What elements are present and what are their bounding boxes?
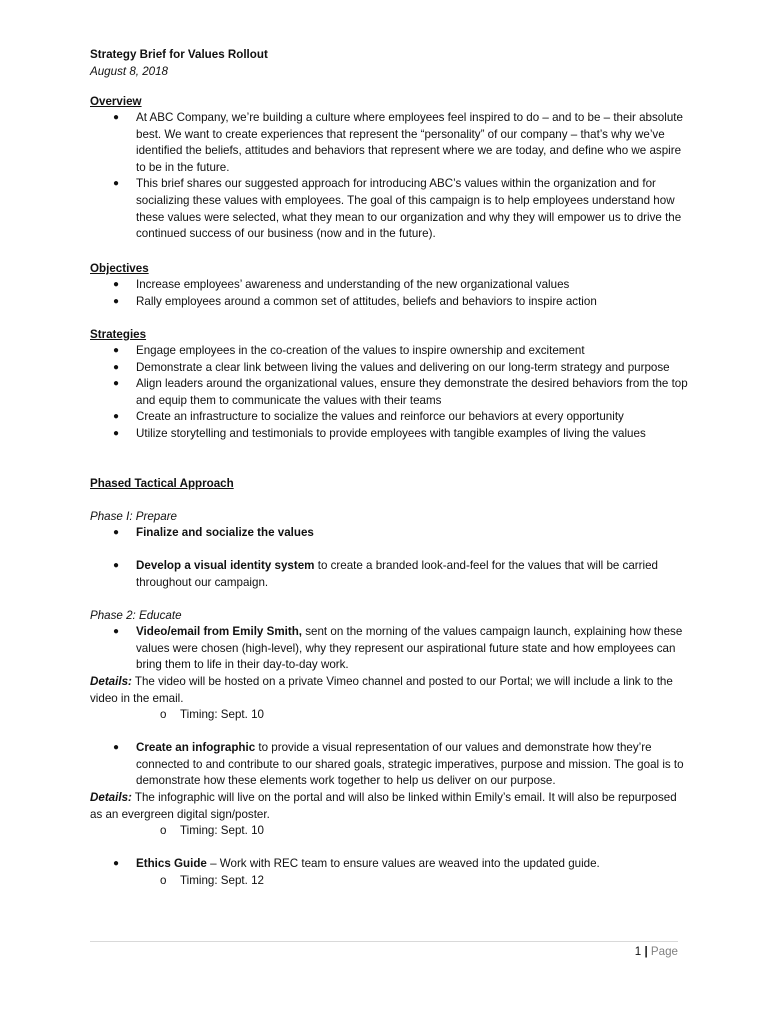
objectives-heading: Objectives [90,262,149,275]
list-item: ● Align leaders around the organizational values, ensure they demonstrate the desired behaviors from the top and equip them to communicate the values with their teams [113,377,688,407]
bullet-icon: ● [113,527,120,538]
phase2-infographic-list [90,740,690,790]
phase2-label: Phase 2: Educate [90,609,182,622]
document-title: Strategy Brief for Values Rollout [90,48,268,61]
sub-bullet-icon: o [160,708,167,721]
bullet-icon: ● [113,742,120,753]
tactical-heading: Phased Tactical Approach [90,477,234,490]
list-item: ● Utilize storytelling and testimonials to provide employees with tangible examples of living the values [90,426,690,443]
overview-heading: Overview [90,95,142,108]
bullet-icon: ● [113,361,120,373]
page-label: Page [650,945,678,958]
bullet-icon: ● [113,178,120,190]
phase1-list [90,525,690,542]
sub-bullet-icon: o [160,874,167,887]
bullet-icon: ● [113,112,120,123]
strategies-list [90,343,690,443]
bullet-icon: ● [113,295,120,307]
document-date: August 8, 2018 [90,65,168,78]
sub-bullet-icon: o [160,824,167,837]
overview-list [90,110,690,243]
bullet-icon: ● [113,411,120,423]
phase2-video-list [90,624,690,674]
strategies-heading: Strategies [90,328,147,341]
bullet-icon: ● [113,626,120,637]
phase2-ethics-list [90,856,690,873]
bullet-icon: ● [113,378,120,390]
bullet-icon: ● [113,560,120,571]
list-item: ● Demonstrate a clear link between living the values and delivering on our long-term strategy and purpose [90,360,690,377]
footer-divider [90,941,678,942]
phase1-label: Phase I: Prepare [90,510,178,523]
list-item: ● Increase employees’ awareness and understanding of the new organizational values [90,277,690,294]
list-item: ● This brief shares our suggested approach for introducing ABC’s values within the organization and for socializing these values with employees. The goal of this campaign is to help employees understand how these values were selected, what they mean to our organization and why they will empower us to drive the continued success of our business (now and in the future). [113,177,682,241]
list-item: ● Rally employees around a common set of attitudes, beliefs and behaviors to inspire action [90,294,690,311]
objectives-list [90,277,690,310]
ethics-timing: o Timing: Sept. 12 [160,874,264,887]
bullet-icon: ● [113,427,120,439]
list-item: ● Create an infographic to provide a visual representation of our values and demonstrate how they’re connected to and contribute to our shared goals, strategic imperatives, purpose and mission. The goal is to demonstrate how these elements work together to help us deliver on our purpose. [113,741,684,788]
bullet-icon: ● [113,345,120,356]
list-item: ● At ABC Company, we’re building a culture where employees feel inspired to do – and to be – their absolute best. We want to create experiences that represent the “personality” of our company – that’s why we’ve identified the beliefs, attitudes and behaviors that represent where we are today, and define who we aspire to be in the future. [113,111,683,174]
page-number: 1 [634,945,642,958]
video-details: Details: The video will be hosted on a private Vimeo channel and posted to our Portal; we will include a link to the video in the email. [90,675,673,705]
list-item: ● Finalize and socialize the values [90,525,690,542]
bullet-icon: ● [113,858,120,869]
list-item: ● Create an infrastructure to socialize the values and reinforce our behaviors at every opportunity [90,409,690,426]
video-timing: o Timing: Sept. 10 [160,708,264,721]
infographic-timing: o Timing: Sept. 10 [160,824,264,837]
bullet-icon: ● [113,279,120,290]
list-item: ● Develop a visual identity system to create a branded look-and-feel for the values that will be carried throughout our campaign. [113,559,658,589]
list-item: ● Engage employees in the co-creation of the values to inspire ownership and excitement [90,343,690,360]
phase1-list-2 [90,558,690,591]
list-item: ● Video/email from Emily Smith, sent on the morning of the values campaign launch, explaining how these values were chosen (high-level), why they represent our aspirational future state and how employees can bring them to life in their day-to-day work. [113,625,683,672]
infographic-details: Details: The infographic will live on the portal and will also be linked within Emily’s email. It will also be repurposed as an evergreen digital sign/poster. [90,791,677,821]
page-separator: | [641,945,651,958]
page-footer [635,944,678,960]
list-item: ● Ethics Guide – Work with REC team to ensure values are weaved into the updated guide. [90,856,690,873]
